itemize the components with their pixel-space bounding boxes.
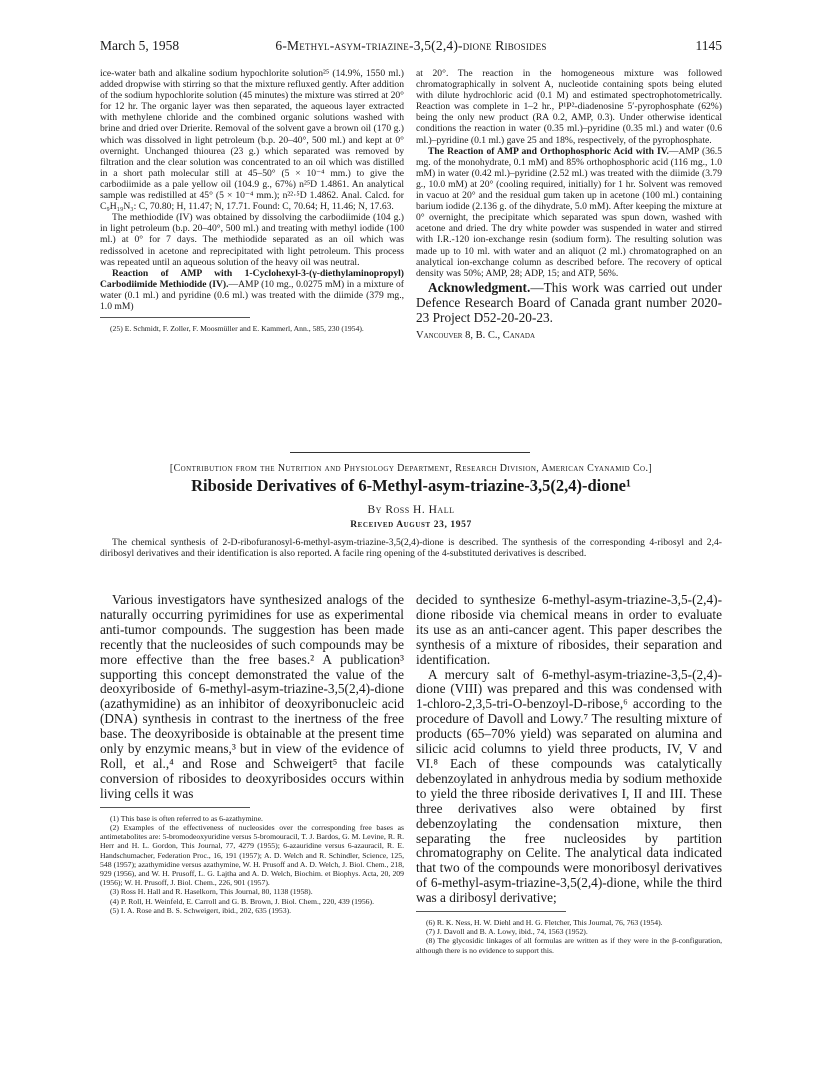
paragraph: ice-water bath and alkaline sodium hypochlorite solution²⁵ (14.9%, 1550 ml.) added dropwise with stirring so that the mixture refluxed gently. After addition of the sodium hypochlorite solution (45 minutes) the mixture was stirred at 20° for 12 hr. The organic layer was then separated, the aqueous layer extracted with methylene chloride and the combined organic solutions washed with brine and dried over Drierite. Removal of the solvent gave a brown oil (170 g.) which was dissolved in light petroleum (b.p. 20–40°, 500 ml.) and kept at 0° overnight. Unchanged thiourea (23 g.) which separated was removed by filtration and the clear solution was concentrated to an oil which was distilled in a short path molecular still at 45–50° (5 × 10⁻⁴ mm.) to give the carbodiimide as a pale yellow oil (104.9 g., 67%) n²⁵D 1.4861. An analytical sample was redistilled at 45° (5 × 10⁻⁴ mm.); n²²·⁵D 1.4862. Anal. Calcd. for C₉H₁₉N₃: C, 70.80; H, 11.47; N, 17.71. Found: C, 70.64; H, 11.46; N, 17.63. bbox=[100, 68, 404, 213]
run-in-heading: Acknowledgment. bbox=[428, 279, 531, 295]
paragraph bbox=[100, 268, 404, 312]
section-separator bbox=[290, 452, 530, 453]
author-line: By Ross H. Hall bbox=[367, 504, 455, 516]
article-title: Riboside Derivatives of 6-Methyl-asym-triazine-3,5(2,4)-dione¹ bbox=[191, 476, 631, 495]
paragraph: decided to synthesize 6-methyl-asym-triazine-3,5-(2,4)-dione riboside via chemical means in order to evaluate its use as an anti-cancer agent. This paper describes the synthesis of a mixture of ribosides, their separation and identification. bbox=[416, 592, 722, 667]
paragraph: A mercury salt of 6-methyl-asym-triazine-3,5-(2,4)-dione (VIII) was prepared and this was condensed with 1-chloro-2,3,5-tri-O-benzoyl-D-ribose,⁶ according to the procedure of Davoll and Lowy.⁷ The resulting mixture of products (65–70% yield) was separated on alumina and silicic acid columns to yield three products, IV, V and VI.⁸ Each of these compounds was catalytically debenzoylated in anhydrous media by sodium methoxide to yield the three riboside derivatives I, II and III. These three derivatives also were obtained by first debenzoylating the condensation mixture, then separating the free nucleosides by partition chromatography on Celite. The analytical data indicated that two of the compounds were monoribosyl derivatives of 6-methyl-asym-triazine-3,5(2,4)-dione, while the third was a diribosyl derivative; bbox=[416, 666, 722, 906]
page-number: 1145 bbox=[695, 38, 722, 53]
footnote: (5) I. A. Rose and B. S. Schweigert, ibid., 202, 635 (1953). bbox=[110, 905, 292, 915]
paragraph: at 20°. The reaction in the homogeneous mixture was followed chromatographically in solvent A, nucleotide containing spots being eluted with dilute hydrochloric acid (0.1 M) and estimated spectrophotometrically. Reaction was complete in 1–2 hr., P¹P²-diadenosine 5′-pyrophosphate (62%) being the only new product (RA 0.2, AMP, 0.3). Under otherwise identical conditions the reaction in water (0.35 ml.)–pyridine (0.35 ml.) and water (0.6 ml.)–pyridine (0.1 ml.) gave 25 and 18%, respectively, of the pyrophosphate. bbox=[416, 68, 722, 146]
footnote: (1) This base is often referred to as 6-azathymine. bbox=[110, 813, 263, 823]
paragraph bbox=[416, 146, 722, 279]
paragraph-text: —This work was carried out under Defence Research Board of Canada grant number 2020-23 Project D52-20-20-23. bbox=[416, 279, 722, 325]
footnote-rule bbox=[100, 807, 250, 808]
upper-left-column bbox=[100, 68, 404, 333]
author-address: Vancouver 8, B. C., Canada bbox=[416, 329, 536, 341]
footnote: (6) R. K. Ness, H. W. Diehl and H. G. Fletcher, This Journal, 76, 763 (1954). bbox=[426, 918, 663, 928]
received-date: Received August 23, 1957 bbox=[350, 520, 472, 530]
footnote: (8) The glycosidic linkages of all formulas are written as if they were in the β-configuration, although there is no evidence to support this. bbox=[416, 936, 722, 955]
footnote-rule bbox=[100, 317, 250, 318]
upper-right-column bbox=[416, 68, 722, 341]
lower-right-column bbox=[416, 593, 722, 955]
run-in-heading: Reaction of AMP with 1-Cyclohexyl-3-(γ-diethylaminopropyl) Carbodiimide Methiodide (IV). bbox=[100, 267, 404, 290]
acknowledgment bbox=[416, 281, 722, 326]
paragraph: Various investigators have synthesized analogs of the naturally occurring pyrimidines for use as experimental anti-tumor compounds. The suggestion has been made recently that the nucleosides of such compounds may be more effective than the free bases.² A publication³ supporting this concept demonstrated the value of the deoxyriboside of 6-methyl-asym-triazine-3,5(2,4)-dione (azathymidine) as an inhibitor of deoxyribonucleic acid (DNA) synthesis in contrast to the inertness of the free base. The deoxyriboside is obtainable at the present time only by enzymic means,³ but in view of the evidence of Roll, et al.,⁴ and Rose and Schweigert⁵ that facile conversion of ribosides to deoxyribosides occurs within living cells it was bbox=[100, 592, 404, 801]
footnote: (3) Ross H. Hall and R. Haselkorn, This Journal, 80, 1138 (1958). bbox=[110, 887, 313, 897]
paragraph-text: —AMP (10 mg., 0.0275 mM) in a mixture of water (0.1 ml.) and pyridine (0.6 ml.) was treated with the diimide (379 mg., 1.0 mM) bbox=[100, 278, 405, 312]
footnote: (25) E. Schmidt, F. Zoller, F. Moosmüller and E. Kammerl, Ann., 585, 230 (1954). bbox=[110, 324, 364, 334]
run-in-heading: The Reaction of AMP and Orthophosphoric Acid with IV. bbox=[428, 145, 669, 157]
lower-left-column bbox=[100, 593, 404, 915]
footnotes bbox=[100, 324, 404, 333]
footnote-rule bbox=[416, 911, 566, 912]
paragraph: The methiodide (IV) was obtained by dissolving the carbodiimide (104 g.) in light petroleum (b.p. 20–40°, 500 ml.) and treating with methyl iodide (100 ml.) at 0° for 7 days. The methiodide separated as an oil which was redissolved in acetone and reprecipitated with light petroleum. This process was repeated until an aqueous solution of the heavy oil was neutral. bbox=[100, 212, 404, 268]
header-date: March 5, 1958 bbox=[100, 38, 180, 53]
footnote: (4) P. Roll, H. Weinfeld, E. Carroll and G. B. Brown, J. Biol. Chem., 220, 439 (1956). bbox=[110, 896, 375, 906]
contribution-line: [Contribution from the Nutrition and Physiology Department, Research Division, American Cyanamid Co.] bbox=[169, 463, 653, 474]
abstract: The chemical synthesis of 2-D-ribofuranosyl-6-methyl-asym-triazine-3,5(2,4)-dione is described. The synthesis of the corresponding 4-ribosyl and 2,4-diribosyl derivatives and their identification is also reported. A facile ring opening of the 4-substituted derivatives is described. bbox=[100, 537, 722, 560]
paragraph-text: —AMP (36.5 mg. of the monohydrate, 0.1 mM) and 85% orthophosphoric acid (116 mg., 1.0 mM) in water (0.42 ml.)–pyridine (2.52 ml.) was treated with the diimide (3.79 g., 10.0 mM) at 20° (cooling required, initially) for 1 hr. Solvent was removed in vacuo at 20° and the residual gum taken up in acetone (100 ml.) containing barium iodide (2.136 g. of the dihydrate, 5.0 mM). After keeping the mixture at 0° overnight, the precipitate which separated was spun down, washed with acetone and dried. The dry white powder was suspended in water and stirred with I.R.-120 ion-exchange resin (sodium form). The resulting solution was made up to 10 ml. with water and an aliquot (2 ml.) chromatographed on an analytical ion-exchange column as described before. The recovery of optical density was 50%; AMP, 28; ADP, 15; and ATP, 56%. bbox=[416, 145, 722, 279]
header-title: 6-Methyl-asym-triazine-3,5(2,4)-dione Ribosides bbox=[275, 38, 547, 53]
footnote: (7) J. Davoll and B. A. Lowy, ibid., 74, 1563 (1952). bbox=[426, 927, 588, 937]
footnote: (2) Examples of the effectiveness of nucleosides over the corresponding free bases as antimetabolites are: 5-bromodeoxyuridine versus 5-bromouracil, T. J. Bardos, G. M. Levine, R. R. Herr and H. L. Gordon, This Journal, 77, 4279 (1955); 6-azauridine versus 6-azauracil, R. E. Handschumacher, Federation Proc., 16, 191 (1957); A. D. Welch and R. Schindler, Science, 125, 548 (1957); azathymidine versus azathymine, W. H. Prusoff and A. D. Welch, J. Biol. Chem., 218, 929 (1956), and W. H. Prusoff, L. G. Lajtha and A. D. Welch, Biochim. et Biophys. Acta, 20, 209 (1956); W. H. Prusoff, J. Biol. Chem., 226, 901 (1957). bbox=[100, 822, 404, 888]
footnotes bbox=[100, 814, 404, 915]
footnotes bbox=[416, 918, 722, 955]
running-header bbox=[100, 38, 722, 56]
